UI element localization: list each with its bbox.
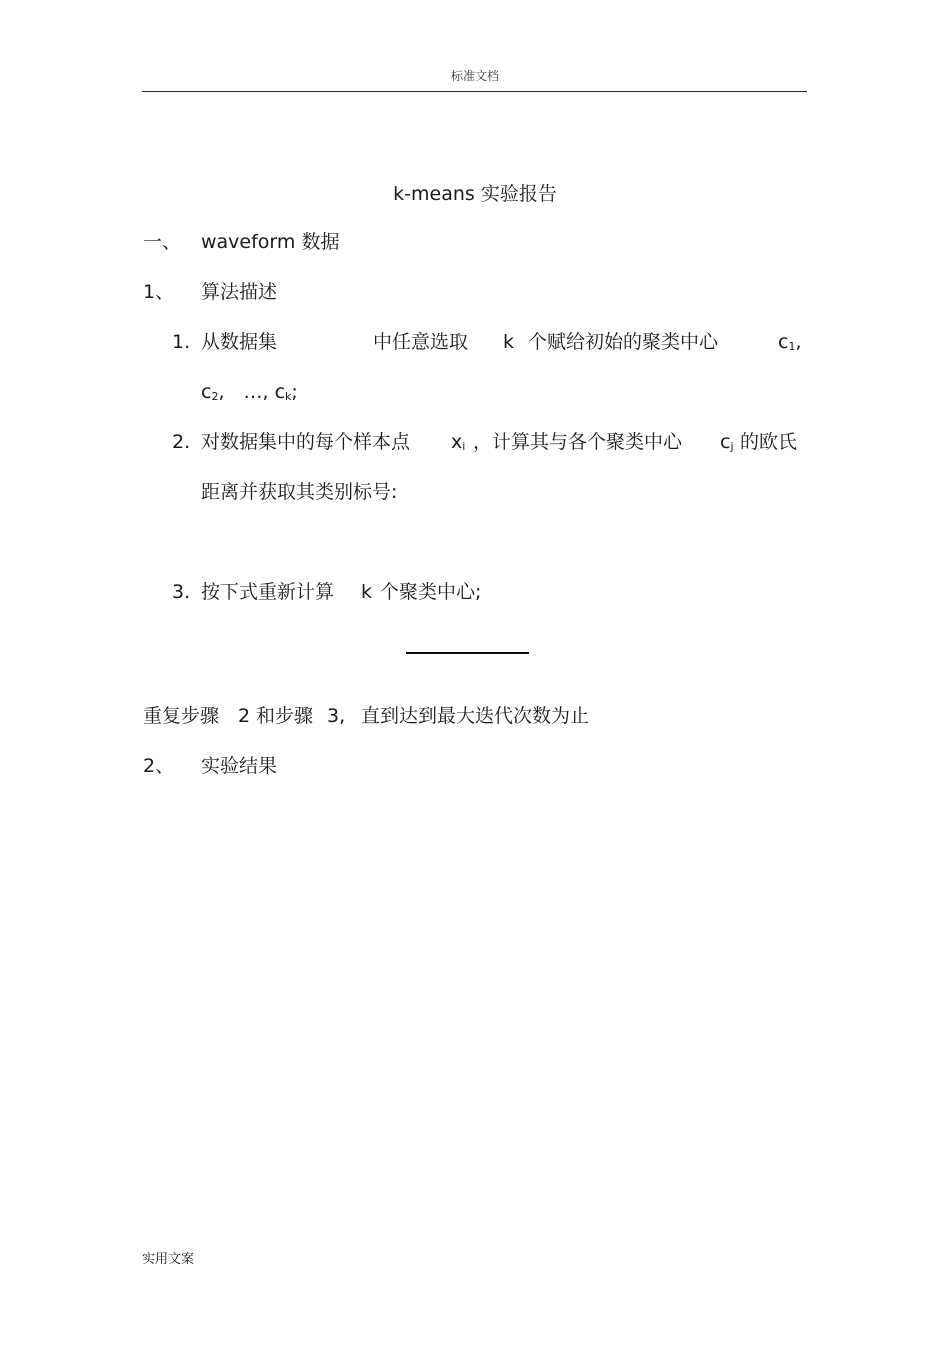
math-variable: k xyxy=(503,331,515,353)
step-text: 距离并获取其类别标号: xyxy=(201,481,398,503)
subsection-title: 算法描述 xyxy=(201,281,278,303)
step-text: 按下式重新计算 xyxy=(201,581,335,603)
step-number: 2. xyxy=(172,431,191,453)
header-rule xyxy=(142,91,807,92)
math-variable: $x_i$ xyxy=(451,431,466,453)
step-text: 中任意选取 xyxy=(373,331,469,353)
repeat-text: 直到达到最大迭代次数为止 xyxy=(361,705,590,727)
page-header: 标准文档 xyxy=(450,69,499,83)
step-text: 从数据集 xyxy=(201,331,278,353)
math-variable: k xyxy=(361,581,373,603)
step-text: 的欧氏 xyxy=(740,431,798,453)
subsection-number: 2、 xyxy=(143,755,175,777)
step-text: ，计算其与各个聚类中心 xyxy=(473,431,683,453)
math-variable: $c_1$, xyxy=(778,331,802,353)
step-text: 个赋给初始的聚类中心 xyxy=(528,331,719,353)
section-title: waveform 数据 xyxy=(201,231,340,253)
document-title: k-means 实验报告 xyxy=(393,183,557,205)
repeat-text: 和步骤 xyxy=(256,705,314,727)
repeat-text: 重复步骤 xyxy=(143,705,220,727)
step-text: 个聚类中心; xyxy=(380,581,482,603)
section-number: 一、 xyxy=(143,231,182,253)
step-number: 1. xyxy=(172,331,191,353)
formula-fraction-bar xyxy=(406,652,529,654)
subsection-title: 实验结果 xyxy=(201,755,278,777)
repeat-step-number: 2 xyxy=(238,705,251,727)
math-expression: $c_2$, …, $c_k$; xyxy=(201,381,298,403)
page-footer: 实用文案 xyxy=(142,1252,195,1267)
subsection-number: 1、 xyxy=(143,281,175,303)
step-number: 3. xyxy=(172,581,191,603)
repeat-step-number: 3, xyxy=(327,705,346,727)
math-variable: $c_j$ xyxy=(720,431,734,453)
step-text: 对数据集中的每个样本点 xyxy=(201,431,411,453)
